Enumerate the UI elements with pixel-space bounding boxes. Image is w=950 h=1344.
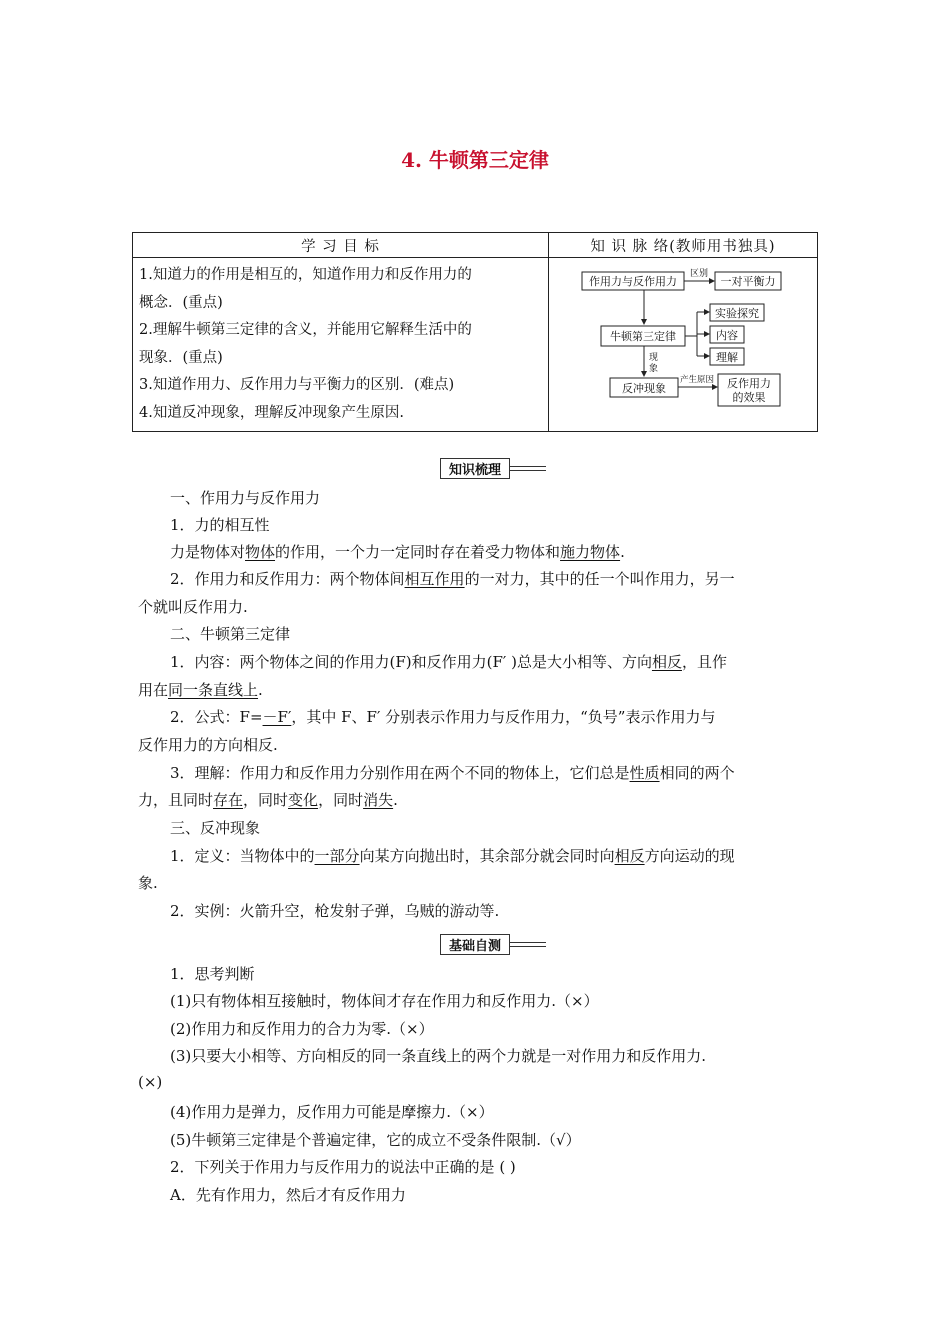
- map-header: 知 识 脉 络(教师用书独具): [549, 233, 818, 258]
- paragraph-line: 2．作用力和反作用力：两个物体间相互作用的一对力，其中的任一个叫作用力，另一: [170, 570, 735, 588]
- badge-label: 知识梳理: [440, 458, 510, 479]
- paragraph-line: 力，且同时存在，同时变化，同时消失.: [138, 791, 398, 809]
- goals-list: [133, 258, 549, 432]
- map-box-balanced-text: 一对平衡力: [720, 274, 776, 288]
- paragraph-line: 个就叫反作用力.: [138, 598, 248, 616]
- map-box-force-pair-text: 作用力与反作用力: [589, 274, 677, 288]
- answer-blank: 施力物体: [560, 543, 621, 561]
- answer-blank: 相互作用: [404, 570, 465, 588]
- paragraph-line: 象.: [138, 874, 158, 892]
- paragraph-line: 2．实例：火箭升空，枪发射子弹，乌贼的游动等.: [170, 902, 500, 920]
- paragraph-line: 力是物体对物体的作用，一个力一定同时存在着受力物体和施力物体.: [170, 543, 625, 561]
- option-a: A．先有作用力，然后才有反作用力: [170, 1186, 406, 1204]
- map-box-reaction-text-1: 反作用力: [727, 376, 771, 390]
- answer-blank: 存在: [213, 791, 244, 809]
- map-label-phenomenon-1: 现: [649, 352, 659, 363]
- knowledge-map-cell: [549, 258, 818, 432]
- map-box-understand-text: 理解: [716, 350, 738, 364]
- section-badge-self-test: [0, 934, 950, 955]
- map-label-difference: 区别: [689, 268, 709, 279]
- goal-line: 1.知道力的作用是相互的，知道作用力和反作用力的: [139, 267, 472, 283]
- section-heading: 一、作用力与反作用力: [170, 489, 321, 507]
- paragraph-line: 1．内容：两个物体之间的作用力(F)和反作用力(F′ )总是大小相等、方向相反，且作: [170, 653, 727, 671]
- map-box-content-text: 内容: [716, 328, 738, 342]
- answer-blank: 变化: [288, 791, 319, 809]
- answer-blank: 相反: [651, 653, 682, 671]
- answer-blank: 性质: [629, 764, 660, 782]
- answer-blank: 同一条直线上: [168, 681, 259, 699]
- answer-blank: 相反: [614, 847, 645, 865]
- subheading: 1．力的相互性: [170, 516, 270, 534]
- judgement-item: (1)只有物体相互接触时，物体间才存在作用力和反作用力.（×）: [170, 992, 599, 1010]
- paragraph-line: 1．定义：当物体中的一部分向某方向抛出时，其余部分就会同时向相反方向运动的现: [170, 847, 735, 865]
- map-label-cause: 产生原因: [679, 374, 715, 385]
- question: 2．下列关于作用力与反作用力的说法中正确的是 ( ): [170, 1158, 516, 1176]
- judgement-item: (3)只要大小相等、方向相反的同一条直线上的两个力就是一对作用力和反作用力.: [170, 1047, 707, 1065]
- knowledge-map-diagram: [549, 262, 817, 428]
- paragraph-line: 3．理解：作用力和反作用力分别作用在两个不同的物体上，它们总是性质相同的两个: [170, 764, 735, 782]
- paragraph-line: 反作用力的方向相反.: [138, 736, 278, 754]
- page-title: 4. 牛顿第三定律: [401, 148, 549, 172]
- map-box-recoil-text: 反冲现象: [622, 381, 666, 395]
- paragraph-line: 2．公式：F=－F′，其中 F、F′ 分别表示作用力与反作用力，“负号”表示作用力与: [170, 708, 716, 726]
- goal-line: 现象．(重点): [139, 349, 223, 366]
- judgement-item: (×): [138, 1073, 163, 1091]
- map-box-reaction-text-2: 的效果: [732, 390, 766, 404]
- answer-blank: －F′: [262, 708, 292, 726]
- answer-blank: 物体: [245, 543, 276, 561]
- map-label-phenomenon-2: 象: [649, 363, 659, 374]
- question-heading: 1．思考判断: [170, 965, 255, 983]
- section-badge-knowledge: [0, 458, 950, 479]
- map-box-experiment-text: 实验探究: [715, 306, 759, 320]
- goals-table: [132, 232, 818, 432]
- paragraph-line: 用在同一条直线上.: [138, 681, 263, 699]
- goal-line: 概念．(重点): [139, 294, 223, 311]
- goal-line: 3.知道作用力、反作用力与平衡力的区别．(难点): [139, 377, 455, 393]
- section-heading: 三、反冲现象: [170, 819, 261, 837]
- answer-blank: 一部分: [314, 847, 360, 865]
- map-box-third-law-text: 牛顿第三定律: [610, 329, 676, 343]
- answer-blank: 消失: [363, 791, 394, 809]
- goal-line: 2.理解牛顿第三定律的含义，并能用它解释生活中的: [139, 322, 472, 338]
- judgement-item: (4)作用力是弹力，反作用力可能是摩擦力.（×）: [170, 1103, 494, 1121]
- goal-line: 4.知道反冲现象，理解反冲现象产生原因.: [139, 404, 404, 421]
- judgement-item: (5)牛顿第三定律是个普遍定律，它的成立不受条件限制.（√）: [170, 1131, 581, 1149]
- badge-label: 基础自测: [440, 934, 510, 955]
- goals-header: 学 习 目 标: [133, 233, 549, 258]
- judgement-item: (2)作用力和反作用力的合力为零.（×）: [170, 1020, 434, 1038]
- section-heading: 二、牛顿第三定律: [170, 625, 291, 643]
